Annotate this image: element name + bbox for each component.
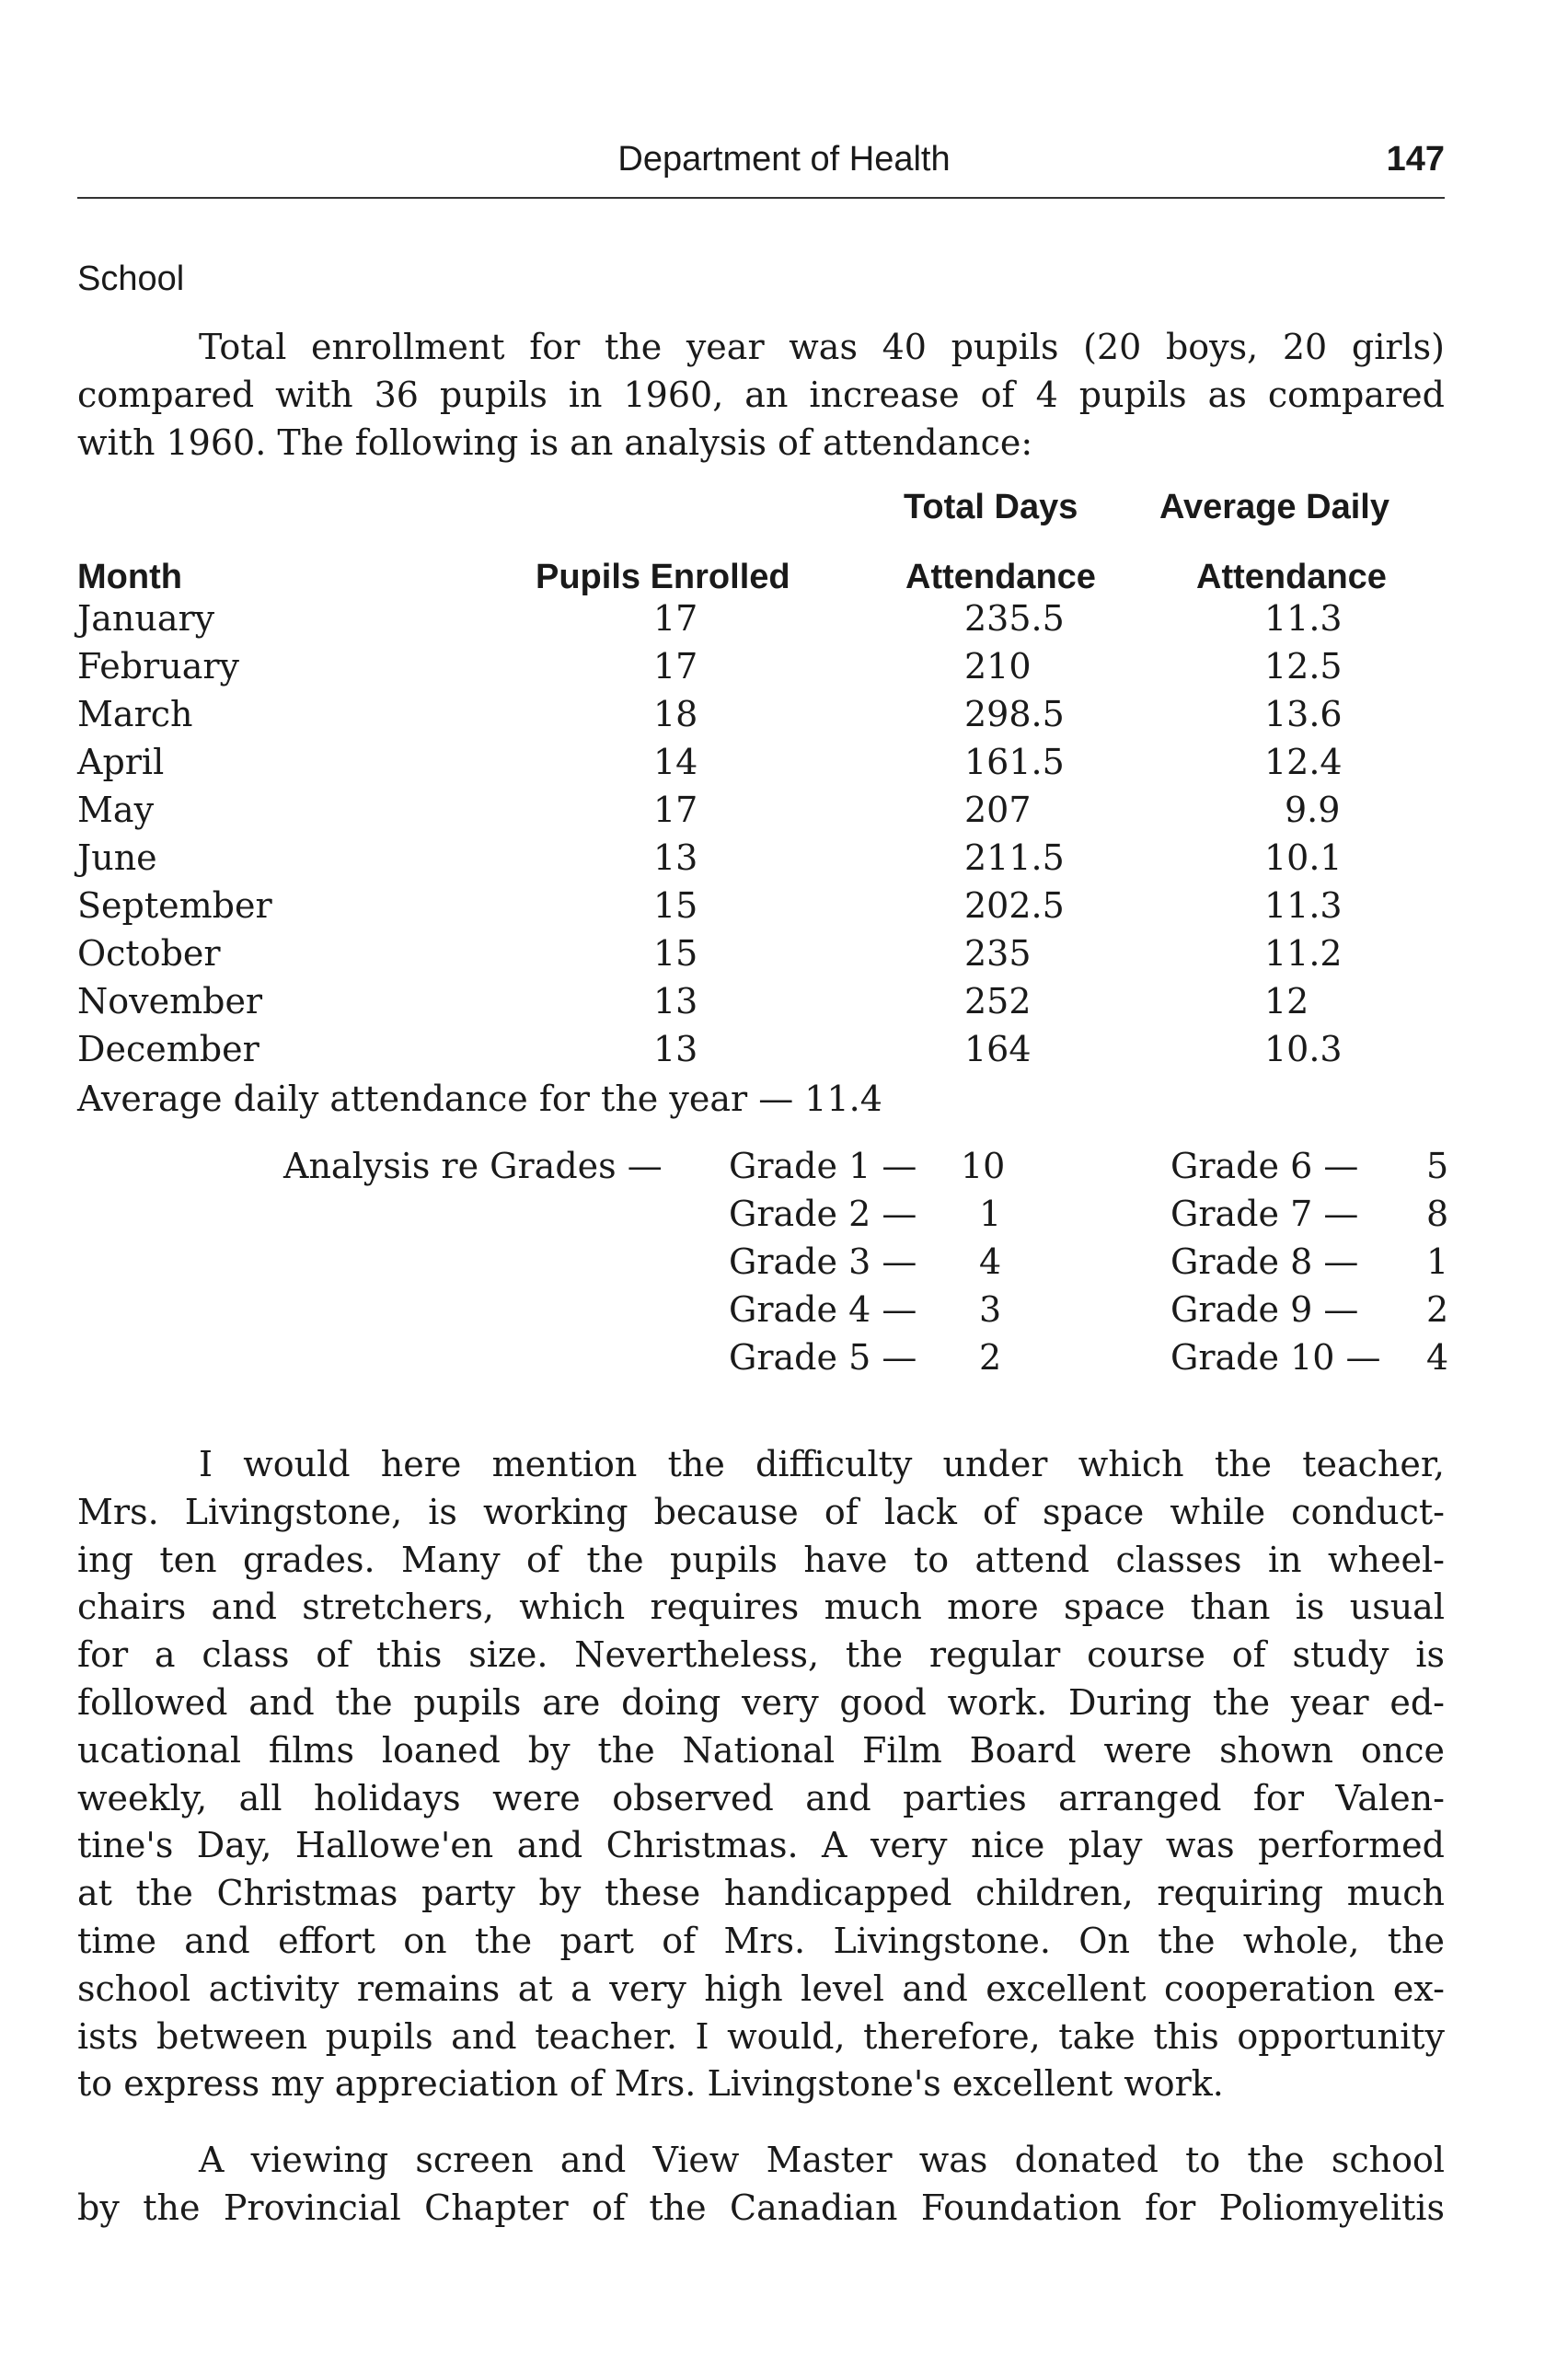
body-line: chairs and stretchers, which requires much more space than is usual [77,1587,1445,1628]
avg-cell: 13.6 [1264,694,1343,734]
grade-count: 4 [1426,1337,1449,1378]
pupils-cell: 14 [653,742,698,782]
body-line: ucational films loaned by the National Film Board were shown once [77,1729,1445,1771]
avg-cell: 11.3 [1264,885,1343,926]
header-pupils-enrolled: Pupils Enrolled [536,558,790,596]
grade-count: 1 [979,1194,1002,1234]
grade-count: 4 [979,1241,1002,1282]
table-row [77,742,1445,790]
grade-label: Grade 4 — [729,1289,917,1330]
month-cell: April [77,742,165,782]
grade-label: Grade 1 — [729,1146,917,1186]
body-line: at the Christmas party by these handicapped children, requiring much [77,1873,1445,1914]
days-cell: 202.5 [964,885,1065,926]
days-cell: 298.5 [964,694,1065,734]
intro-line: with 1960. The following is an analysis of attendance: [77,421,1033,463]
avg-cell: 11.3 [1264,598,1343,639]
days-cell: 235 [964,933,1032,974]
body-line: for a class of this size. Nevertheless, the regular course of study is [77,1634,1445,1676]
closing-line: A viewing screen and View Master was donated to the school [199,2140,1445,2180]
month-cell: November [77,981,263,1021]
grade-label: Grade 3 — [729,1241,917,1282]
days-cell: 235.5 [964,598,1065,639]
avg-cell: 9.9 [1285,790,1341,830]
body-line: ing ten grades. Many of the pupils have to attend classes in wheel- [77,1539,1445,1580]
grade-count: 8 [1426,1194,1449,1234]
body-line: weekly, all holidays were observed and parties arranged for Valen- [77,1777,1445,1818]
intro-line: Total enrollment for the year was 40 pupils (20 boys, 20 girls) [199,327,1445,367]
pupils-cell: 13 [653,981,698,1021]
pupils-cell: 15 [653,885,698,926]
page-number: 147 [1386,140,1445,179]
month-cell: February [77,646,240,687]
intro-line: compared with 36 pupils in 1960, an increase of 4 pupils as compared [77,374,1445,415]
avg-cell: 10.3 [1264,1029,1343,1069]
avg-cell: 11.2 [1264,933,1343,974]
header-rule [77,197,1445,199]
grade-count: 2 [979,1337,1002,1378]
grade-count: 3 [979,1289,1002,1330]
days-cell: 210 [964,646,1032,687]
grade-count: 10 [961,1146,1006,1186]
header-total-days: Total Days [904,488,1078,526]
month-cell: January [77,598,215,639]
grade-count: 1 [1426,1241,1449,1282]
yearly-average: Average daily attendance for the year — 11.4 [77,1079,882,1119]
days-cell: 252 [964,981,1032,1021]
days-cell: 211.5 [964,837,1065,878]
days-cell: 161.5 [964,742,1065,782]
body-line: time and effort on the part of Mrs. Livingstone. On the whole, the [77,1920,1445,1961]
closing-line: by the Provincial Chapter of the Canadian Foundation for Poliomyelitis [77,2187,1445,2228]
grade-label: Grade 6 — [1170,1146,1359,1186]
grade-count: 2 [1426,1289,1449,1330]
running-header-title: Department of Health [617,140,951,179]
grade-label: Grade 8 — [1170,1241,1359,1282]
table-row [77,1029,1445,1077]
grades-label: Analysis re Grades — [283,1146,663,1186]
pupils-cell: 17 [653,598,698,639]
grade-label: Grade 5 — [729,1337,917,1378]
header-month: Month [77,558,182,596]
month-cell: May [77,790,155,830]
grade-count: 5 [1426,1146,1449,1186]
days-cell: 164 [964,1029,1032,1069]
pupils-cell: 17 [653,646,698,687]
month-cell: June [77,837,157,878]
body-line: followed and the pupils are doing very good work. During the year ed- [77,1681,1445,1723]
header-attendance-total: Attendance [905,558,1096,596]
pupils-cell: 17 [653,790,698,830]
table-row [77,694,1445,742]
avg-cell: 12 [1264,981,1309,1021]
pupils-cell: 18 [653,694,698,734]
month-cell: March [77,694,193,734]
month-cell: December [77,1029,259,1069]
avg-cell: 12.4 [1264,742,1343,782]
body-paragraph [77,1441,1445,2108]
table-row [77,933,1445,981]
grade-label: Grade 10 — [1170,1337,1381,1378]
closing-paragraph [77,2137,1445,2233]
intro-paragraph [77,324,1445,467]
body-line: school activity remains at a very high level and excellent cooperation ex- [77,1968,1445,2009]
body-line: to express my appreciation of Mrs. Livingstone's excellent work. [77,2063,1224,2105]
days-cell: 207 [964,790,1032,830]
pupils-cell: 15 [653,933,698,974]
header-attendance-average: Attendance [1196,558,1387,596]
table-row [77,646,1445,694]
avg-cell: 10.1 [1264,837,1343,878]
grade-label: Grade 7 — [1170,1194,1359,1234]
pupils-cell: 13 [653,1029,698,1069]
body-line: ists between pupils and teacher. I would, therefore, take this opportunity [77,2015,1445,2057]
month-cell: October [77,933,221,974]
section-heading: School [77,260,185,298]
table-row [77,598,1445,646]
header-average-daily: Average Daily [1159,488,1389,526]
avg-cell: 12.5 [1264,646,1343,687]
grade-label: Grade 9 — [1170,1289,1359,1330]
body-line: I would here mention the difficulty under which the teacher, [199,1444,1445,1484]
body-line: Mrs. Livingstone, is working because of lack of space while conduct- [77,1491,1445,1532]
body-line: tine's Day, Hallowe'en and Christmas. A very nice play was performed [77,1825,1445,1866]
table-row [77,981,1445,1029]
table-row [77,885,1445,933]
table-row [77,837,1445,885]
table-row [77,790,1445,837]
month-cell: September [77,885,272,926]
pupils-cell: 13 [653,837,698,878]
grade-label: Grade 2 — [729,1194,917,1234]
